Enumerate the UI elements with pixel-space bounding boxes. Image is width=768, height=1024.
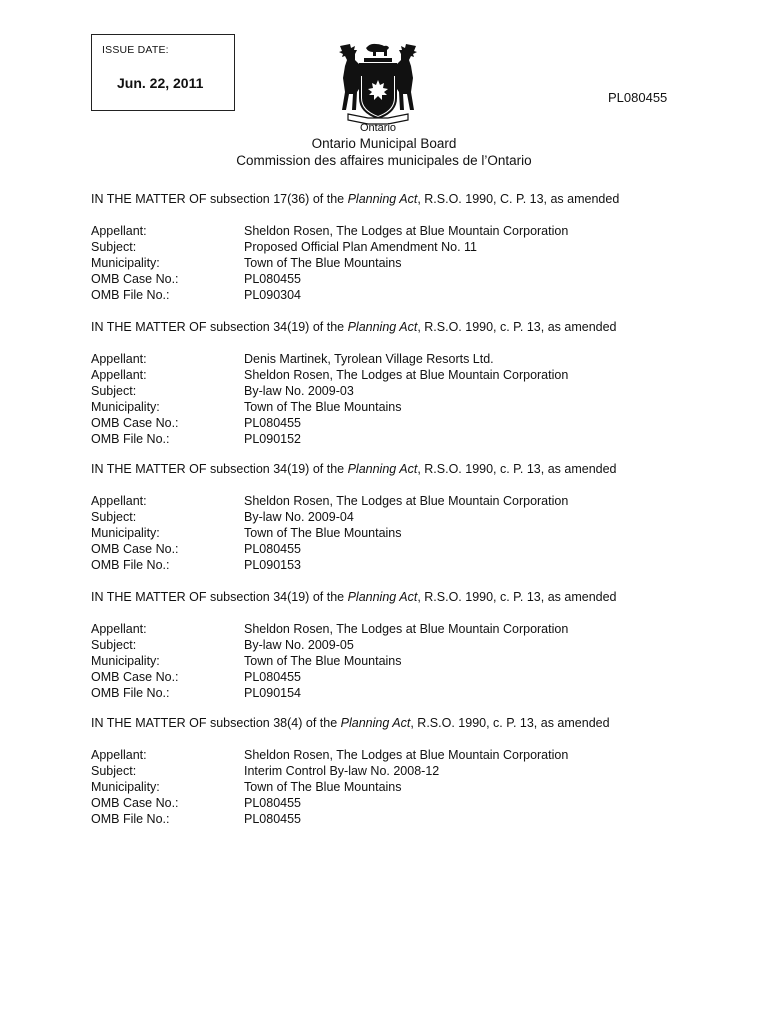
field-label: Subject: (91, 637, 137, 652)
field-value: Sheldon Rosen, The Lodges at Blue Mountain Corporation (244, 224, 569, 238)
field-label: OMB File No.: (91, 431, 170, 446)
field-value: Interim Control By-law No. 2008-12 (244, 763, 440, 778)
matter-heading (91, 716, 610, 730)
matter-suffix: , R.S.O. 1990, C. P. 13, as amended (417, 192, 620, 206)
field-label: Appellant: (91, 367, 147, 382)
matter-act: Planning Act (347, 590, 418, 604)
matter-prefix: IN THE MATTER OF subsection 34(19) of the (91, 320, 348, 334)
field-value: Town of The Blue Mountains (244, 399, 402, 414)
field-label: Subject: (91, 509, 137, 524)
field-value: By-law No. 2009-03 (244, 383, 354, 398)
field-label: Appellant: (91, 494, 147, 508)
matter-suffix: , R.S.O. 1990, c. P. 13, as amended (417, 320, 617, 334)
field-value: Town of The Blue Mountains (244, 779, 402, 794)
field-label: Appellant: (91, 352, 147, 366)
issue-date-box (91, 34, 235, 111)
field-label: OMB Case No.: (91, 795, 179, 810)
matter-heading (91, 320, 617, 334)
matter-act: Planning Act (347, 462, 418, 476)
field-value: Town of The Blue Mountains (244, 255, 402, 270)
field-value: Town of The Blue Mountains (244, 525, 402, 540)
matter-prefix: IN THE MATTER OF subsection 34(19) of the (91, 590, 348, 604)
field-label: Municipality: (91, 255, 160, 270)
field-label: Municipality: (91, 653, 160, 668)
field-value: PL090153 (244, 557, 302, 572)
field-label: Municipality: (91, 779, 160, 794)
field-label: OMB File No.: (91, 287, 170, 302)
field-value: Town of The Blue Mountains (244, 653, 402, 668)
field-value: Sheldon Rosen, The Lodges at Blue Mountain Corporation (244, 622, 569, 636)
field-value: By-law No. 2009-05 (244, 637, 354, 652)
field-value: PL090154 (244, 685, 302, 700)
field-value: Denis Martinek, Tyrolean Village Resorts Ltd. (244, 352, 494, 366)
field-label: OMB File No.: (91, 557, 170, 572)
field-value: PL080455 (244, 271, 302, 286)
field-value: PL090304 (244, 287, 302, 302)
field-label: OMB Case No.: (91, 541, 179, 556)
field-value: Sheldon Rosen, The Lodges at Blue Mountain Corporation (244, 748, 569, 762)
field-value: PL080455 (244, 811, 302, 826)
field-label: Appellant: (91, 224, 147, 238)
case-reference: PL080455 (608, 90, 668, 105)
matter-prefix: IN THE MATTER OF subsection 38(4) of the (91, 716, 341, 730)
board-name-french: Commission des affaires municipales de l’Ontario (236, 153, 532, 168)
matter-act: Planning Act (347, 192, 418, 206)
field-value: Proposed Official Plan Amendment No. 11 (244, 239, 478, 254)
matter-heading (91, 590, 617, 604)
field-label: OMB Case No.: (91, 669, 179, 684)
field-value: PL080455 (244, 415, 302, 430)
field-value: PL080455 (244, 669, 302, 684)
field-label: Subject: (91, 239, 137, 254)
field-label: OMB Case No.: (91, 415, 179, 430)
field-label: Appellant: (91, 748, 147, 762)
field-value: PL080455 (244, 541, 302, 556)
matter-act: Planning Act (347, 320, 418, 334)
field-label: OMB File No.: (91, 811, 170, 826)
matter-suffix: , R.S.O. 1990, c. P. 13, as amended (417, 590, 617, 604)
issue-date-value: Jun. 22, 2011 (117, 75, 204, 91)
matter-suffix: , R.S.O. 1990, c. P. 13, as amended (417, 462, 617, 476)
field-label: Municipality: (91, 525, 160, 540)
issue-date-label: ISSUE DATE: (102, 44, 169, 56)
field-value: Sheldon Rosen, The Lodges at Blue Mountain Corporation (244, 494, 569, 508)
board-name-english: Ontario Municipal Board (311, 136, 457, 151)
field-value: PL090152 (244, 431, 302, 446)
field-label: Subject: (91, 383, 137, 398)
matter-heading (91, 462, 617, 476)
matter-suffix: , R.S.O. 1990, c. P. 13, as amended (410, 716, 610, 730)
matter-prefix: IN THE MATTER OF subsection 17(36) of the (91, 192, 348, 206)
matter-act: Planning Act (340, 716, 411, 730)
field-label: Subject: (91, 763, 137, 778)
field-value: PL080455 (244, 795, 302, 810)
matter-prefix: IN THE MATTER OF subsection 34(19) of the (91, 462, 348, 476)
field-label: Appellant: (91, 622, 147, 636)
field-label: Municipality: (91, 399, 160, 414)
field-label: OMB File No.: (91, 685, 170, 700)
matter-heading (91, 192, 619, 206)
crest-caption: Ontario (359, 122, 397, 134)
field-value: By-law No. 2009-04 (244, 509, 354, 524)
field-value: Sheldon Rosen, The Lodges at Blue Mountain Corporation (244, 367, 569, 382)
field-label: OMB Case No.: (91, 271, 179, 286)
